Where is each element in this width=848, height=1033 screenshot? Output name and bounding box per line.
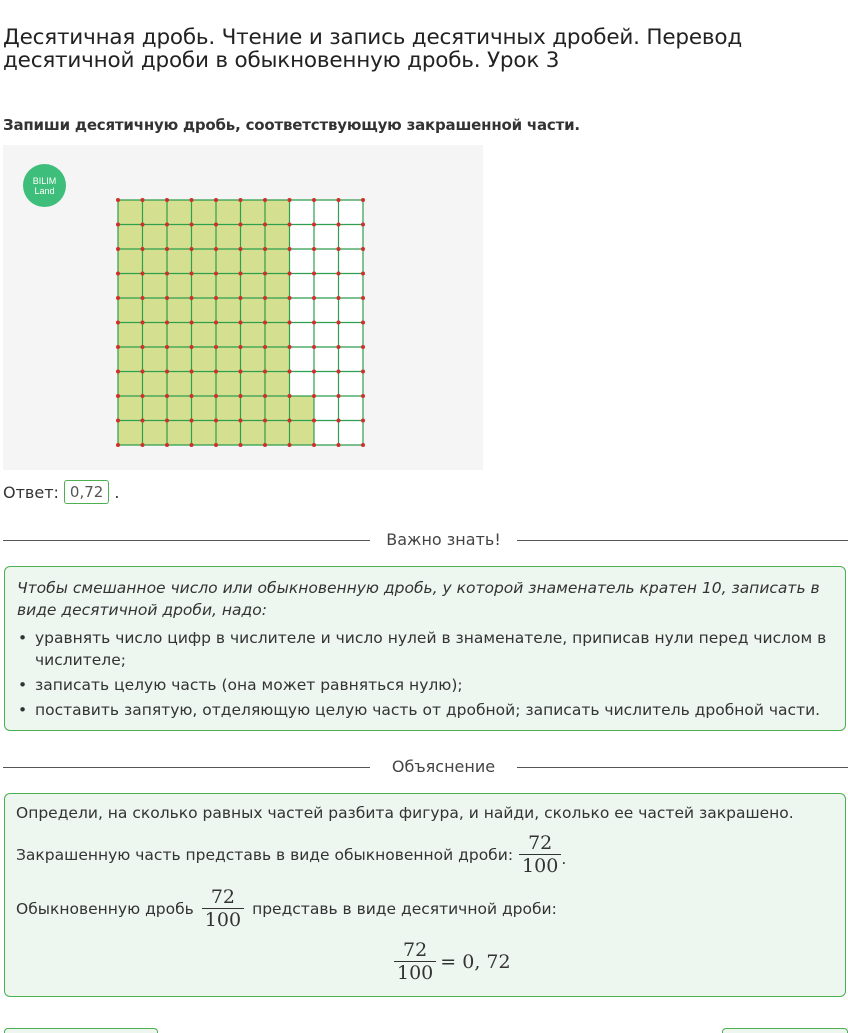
grid-dot <box>239 247 243 251</box>
grid-dot <box>141 419 145 423</box>
grid-cell-shaded <box>118 347 143 372</box>
grid-cell-empty <box>314 396 339 421</box>
grid-cell-shaded <box>118 200 143 225</box>
grid-dot <box>288 419 292 423</box>
grid-dot <box>263 198 267 202</box>
grid-cell-shaded <box>167 347 192 372</box>
grid-dot <box>263 223 267 227</box>
grid-dot <box>190 370 194 374</box>
grid-cell-shaded <box>167 274 192 299</box>
fraction-numerator: 72 <box>210 886 236 908</box>
grid-dot <box>165 345 169 349</box>
grid-cell-shaded <box>265 249 290 274</box>
grid-dot <box>337 443 341 447</box>
grid-dot <box>312 247 316 251</box>
grid-cell-shaded <box>143 323 168 348</box>
grid-cell-shaded <box>265 396 290 421</box>
grid-dot <box>214 345 218 349</box>
grid-dot <box>263 296 267 300</box>
list-item: • записать целую часть (она может равняться нулю); <box>35 674 833 696</box>
grid-cell-shaded <box>143 200 168 225</box>
fraction-denominator: 100 <box>522 855 559 877</box>
grid-dot <box>263 272 267 276</box>
grid-dot <box>263 443 267 447</box>
explanation-box <box>4 793 846 997</box>
grid-dot <box>165 394 169 398</box>
explanation-step2 <box>16 832 566 877</box>
grid-cell-empty <box>339 347 364 372</box>
grid-dot <box>239 272 243 276</box>
answer-line <box>3 480 119 504</box>
grid-dot <box>141 247 145 251</box>
grid-dot <box>312 345 316 349</box>
fraction-72-100 <box>394 939 436 984</box>
grid-cell-shaded <box>192 323 217 348</box>
grid-cell-shaded <box>241 347 266 372</box>
grid-cell-shaded <box>192 225 217 250</box>
grid-dot <box>165 443 169 447</box>
grid-cell-shaded <box>241 274 266 299</box>
grid-dot <box>214 370 218 374</box>
answer-input[interactable]: 0,72 <box>64 480 109 504</box>
grid-cell-shaded <box>216 225 241 250</box>
grid-dot <box>288 394 292 398</box>
grid-cell-shaded <box>118 298 143 323</box>
grid-cell-empty <box>339 249 364 274</box>
shaded-grid <box>3 145 483 470</box>
task-instruction: Запиши десятичную дробь, соответствующую закрашенной части. <box>3 116 580 134</box>
grid-dot <box>141 370 145 374</box>
grid-dot <box>337 223 341 227</box>
grid-dot <box>361 247 365 251</box>
grid-dot <box>165 198 169 202</box>
grid-cell-shaded <box>167 323 192 348</box>
grid-dot <box>141 345 145 349</box>
grid-cell-shaded <box>216 200 241 225</box>
grid-cell-shaded <box>192 421 217 446</box>
grid-dot <box>312 443 316 447</box>
grid-dot <box>288 345 292 349</box>
grid-dot <box>116 419 120 423</box>
grid-dot <box>165 419 169 423</box>
grid-dot <box>165 247 169 251</box>
grid-dot <box>116 321 120 325</box>
grid-cell-shaded <box>265 274 290 299</box>
grid-dot <box>190 419 194 423</box>
grid-cell-empty <box>314 200 339 225</box>
grid-cell-shaded <box>143 421 168 446</box>
grid-dot <box>141 223 145 227</box>
grid-cell-empty <box>290 372 315 397</box>
grid-cell-shaded <box>167 200 192 225</box>
grid-cell-shaded <box>143 347 168 372</box>
grid-dot <box>288 321 292 325</box>
grid-cell-shaded <box>143 225 168 250</box>
grid-dot <box>190 272 194 276</box>
grid-dot <box>190 345 194 349</box>
divider-line-right <box>517 767 848 768</box>
explanation-step3 <box>16 886 557 931</box>
step2-end: . <box>561 849 567 868</box>
explanation-divider <box>3 757 848 777</box>
divider-line-right <box>517 540 848 541</box>
grid-cell-empty <box>314 347 339 372</box>
grid-dot <box>239 296 243 300</box>
grid-dot <box>337 370 341 374</box>
grid-dot <box>337 272 341 276</box>
grid-cell-empty <box>339 372 364 397</box>
grid-cell-empty <box>339 421 364 446</box>
grid-cell-empty <box>290 323 315 348</box>
fraction-denominator: 100 <box>204 909 242 931</box>
grid-dot <box>312 223 316 227</box>
grid-cell-shaded <box>241 421 266 446</box>
grid-cell-shaded <box>290 421 315 446</box>
grid-cell-shaded <box>216 372 241 397</box>
grid-cell-shaded <box>118 274 143 299</box>
grid-cell-shaded <box>290 396 315 421</box>
grid-dot <box>337 345 341 349</box>
grid-dot <box>337 296 341 300</box>
important-intro: Чтобы смешанное число или обыкновенную дробь, у которой знаменатель кратен 10, записать в виде десятичной дроби, надо: <box>17 579 820 619</box>
grid-cell-shaded <box>167 249 192 274</box>
grid-dot <box>116 394 120 398</box>
grid-dot <box>214 247 218 251</box>
fraction-numerator: 72 <box>403 939 428 961</box>
grid-cell-shaded <box>167 372 192 397</box>
logo-text-line2: Land <box>34 185 55 196</box>
grid-cell-shaded <box>241 323 266 348</box>
grid-cell-shaded <box>118 372 143 397</box>
grid-dot <box>165 272 169 276</box>
grid-cell-shaded <box>241 225 266 250</box>
grid-dot <box>361 272 365 276</box>
grid-cell-empty <box>339 225 364 250</box>
grid-cell-empty <box>290 274 315 299</box>
grid-dot <box>116 272 120 276</box>
grid-cell-shaded <box>241 200 266 225</box>
grid-dot <box>312 394 316 398</box>
grid-dot <box>288 296 292 300</box>
grid-cell-empty <box>290 249 315 274</box>
grid-cell-shaded <box>192 249 217 274</box>
grid-cell-shaded <box>216 421 241 446</box>
grid-cell-shaded <box>118 421 143 446</box>
grid-cell-shaded <box>192 347 217 372</box>
grid-dot <box>288 272 292 276</box>
grid-dot <box>337 321 341 325</box>
grid-dot <box>214 296 218 300</box>
prev-button[interactable] <box>4 1028 158 1033</box>
grid-cell-empty <box>314 323 339 348</box>
grid-dot <box>190 443 194 447</box>
grid-cell-empty <box>339 200 364 225</box>
grid-cell-shaded <box>192 396 217 421</box>
grid-cell-shaded <box>216 347 241 372</box>
grid-dot <box>116 198 120 202</box>
important-box <box>4 566 846 731</box>
grid-dot <box>141 272 145 276</box>
important-list <box>17 627 833 721</box>
list-item: • поставить запятую, отделяющую целую часть от дробной; записать числитель дробной части. <box>35 699 833 721</box>
list-item: • уравнять число цифр в числителе и число нулей в знаменателе, приписав нули перед числом в числителе; <box>35 627 833 671</box>
grid-dot <box>141 394 145 398</box>
answer-label: Ответ: <box>3 482 59 502</box>
grid-cell-empty <box>314 249 339 274</box>
grid-cell-shaded <box>192 274 217 299</box>
grid-dot <box>361 223 365 227</box>
grid-cell-empty <box>290 200 315 225</box>
grid-dot <box>239 345 243 349</box>
grid-cell-shaded <box>118 249 143 274</box>
grid-dot <box>239 321 243 325</box>
grid-cell-shaded <box>118 225 143 250</box>
grid-dot <box>361 345 365 349</box>
grid-dot <box>361 419 365 423</box>
grid-cell-empty <box>314 421 339 446</box>
grid-dot <box>263 394 267 398</box>
grid-dot <box>190 247 194 251</box>
grid-cell-shaded <box>265 323 290 348</box>
grid-dot <box>361 370 365 374</box>
grid-cell-shaded <box>192 298 217 323</box>
grid-dot <box>214 419 218 423</box>
grid-cell-shaded <box>118 396 143 421</box>
grid-cell-shaded <box>241 249 266 274</box>
grid-dot <box>263 321 267 325</box>
grid-cell-shaded <box>143 274 168 299</box>
grid-cell-empty <box>290 347 315 372</box>
grid-cell-empty <box>314 225 339 250</box>
grid-cell-shaded <box>216 249 241 274</box>
grid-dot <box>165 296 169 300</box>
grid-dot <box>361 394 365 398</box>
grid-cell-shaded <box>216 298 241 323</box>
important-divider <box>3 530 848 550</box>
fraction-72-100 <box>519 832 561 877</box>
grid-cell-shaded <box>241 372 266 397</box>
grid-cell-shaded <box>192 372 217 397</box>
grid-cell-shaded <box>192 200 217 225</box>
grid-cell-shaded <box>241 396 266 421</box>
grid-dot <box>288 223 292 227</box>
step2-text: Закрашенную часть представь в виде обыкновенной дроби: <box>16 845 514 864</box>
grid-dot <box>239 198 243 202</box>
grid-dot <box>361 321 365 325</box>
grid-dot <box>190 321 194 325</box>
grid-dot <box>288 370 292 374</box>
grid-dot <box>288 198 292 202</box>
grid-dot <box>239 419 243 423</box>
grid-dot <box>141 321 145 325</box>
grid-dot <box>337 247 341 251</box>
grid-dot <box>165 370 169 374</box>
grid-dot <box>116 296 120 300</box>
grid-dot <box>214 321 218 325</box>
task-picture <box>3 145 483 470</box>
grid-dot <box>116 345 120 349</box>
grid-dot <box>214 198 218 202</box>
divider-line-left <box>3 540 370 541</box>
grid-dot <box>312 296 316 300</box>
grid-cell-shaded <box>143 249 168 274</box>
grid-dot <box>116 223 120 227</box>
grid-dot <box>239 370 243 374</box>
grid-cell-shaded <box>216 274 241 299</box>
grid-dot <box>239 223 243 227</box>
grid-cell-shaded <box>216 396 241 421</box>
grid-cell-shaded <box>241 298 266 323</box>
grid-cell-shaded <box>143 372 168 397</box>
grid-cell-empty <box>339 323 364 348</box>
grid-dot <box>312 370 316 374</box>
grid-cell-shaded <box>265 298 290 323</box>
grid-dot <box>165 223 169 227</box>
grid-cell-shaded <box>143 396 168 421</box>
grid-dot <box>337 419 341 423</box>
grid-dot <box>116 443 120 447</box>
grid-cell-shaded <box>167 225 192 250</box>
grid-dot <box>214 394 218 398</box>
grid-cell-shaded <box>265 372 290 397</box>
grid-cell-shaded <box>265 421 290 446</box>
grid-dot <box>263 247 267 251</box>
grid-cell-shaded <box>265 200 290 225</box>
grid-dot <box>116 247 120 251</box>
grid-dot <box>190 394 194 398</box>
grid-cell-empty <box>339 274 364 299</box>
explanation-step1: Определи, на сколько равных частей разбита фигура, и найди, сколько ее частей закрашено. <box>16 804 794 822</box>
grid-cell-shaded <box>167 421 192 446</box>
step3-text-start: Обыкновенную дробь <box>16 899 194 918</box>
grid-dot <box>312 198 316 202</box>
equation-result: = 0, 72 <box>440 950 511 973</box>
grid-cell-shaded <box>118 323 143 348</box>
grid-dot <box>165 321 169 325</box>
explanation-heading: Объяснение <box>391 757 496 776</box>
fraction-denominator: 100 <box>397 962 434 984</box>
grid-cell-empty <box>290 298 315 323</box>
important-heading: Важно знать! <box>386 530 501 549</box>
grid-dot <box>190 296 194 300</box>
lesson-title: Десятичная дробь. Чтение и запись десятичных дробей. Перевод десятичной дроби в обыкновенную дробь. Урок 3 <box>3 25 742 73</box>
fraction-numerator: 72 <box>528 832 553 854</box>
grid-dot <box>312 321 316 325</box>
grid-dot <box>214 223 218 227</box>
fraction-72-100 <box>202 886 244 931</box>
grid-dot <box>263 370 267 374</box>
grid-dot <box>190 198 194 202</box>
grid-dot <box>288 443 292 447</box>
grid-cell-empty <box>290 225 315 250</box>
grid-cell-empty <box>314 298 339 323</box>
grid-dot <box>239 443 243 447</box>
grid-dot <box>312 272 316 276</box>
grid-dot <box>239 394 243 398</box>
grid-dot <box>361 296 365 300</box>
grid-cell-empty <box>314 274 339 299</box>
grid-dot <box>263 419 267 423</box>
grid-cell-shaded <box>143 298 168 323</box>
grid-dot <box>141 443 145 447</box>
step3-text-end: представь в виде десятичной дроби: <box>252 899 557 918</box>
grid-cell-shaded <box>167 298 192 323</box>
grid-cell-empty <box>339 396 364 421</box>
divider-line-left <box>3 767 370 768</box>
grid-dot <box>337 198 341 202</box>
grid-dot <box>312 419 316 423</box>
grid-dot <box>214 443 218 447</box>
grid-dot <box>337 394 341 398</box>
grid-dot <box>141 198 145 202</box>
next-button[interactable] <box>722 1028 848 1033</box>
grid-cell-empty <box>314 372 339 397</box>
grid-cell-shaded <box>216 323 241 348</box>
grid-dot <box>288 247 292 251</box>
grid-dot <box>361 198 365 202</box>
grid-cell-shaded <box>167 396 192 421</box>
grid-cell-shaded <box>265 225 290 250</box>
explanation-equation <box>394 939 511 984</box>
grid-dot <box>190 223 194 227</box>
grid-dot <box>361 443 365 447</box>
grid-dot <box>263 345 267 349</box>
grid-cell-shaded <box>265 347 290 372</box>
grid-dot <box>116 370 120 374</box>
logo-text-line1: BILIM <box>32 175 57 186</box>
grid-dot <box>214 272 218 276</box>
grid-dot <box>141 296 145 300</box>
grid-cell-empty <box>339 298 364 323</box>
answer-suffix: . <box>114 482 120 502</box>
